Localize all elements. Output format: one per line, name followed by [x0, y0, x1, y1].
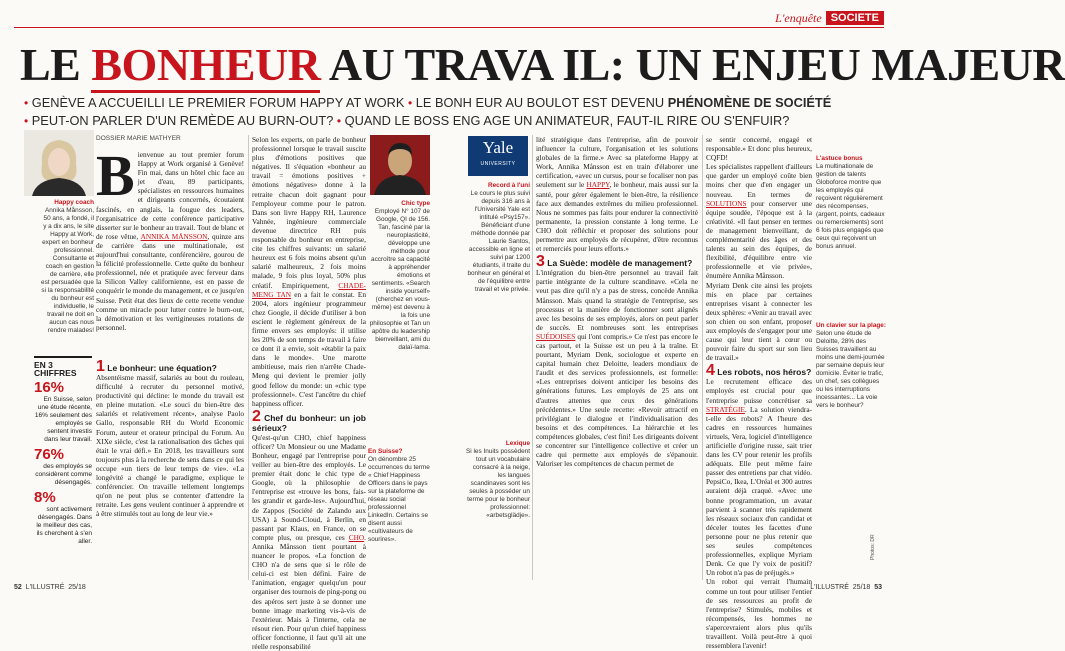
term-strategie: STRATÉGIE	[706, 404, 745, 414]
byline: DOSSIER MARIE MATHYER	[96, 135, 181, 142]
portrait-chade-meng-tan	[370, 135, 430, 195]
subtitle-2: LE BONH EUR AU BOULOT EST DEVENU	[415, 95, 668, 110]
stat-2-text: des employés se considèrent comme désengagés.	[35, 463, 92, 486]
photo-credit: Photos: DR	[870, 534, 876, 560]
caption-chic-type: Chic type Employé N° 107 de Google, QI de 156. Tan, fasciné par la neuroplasticité, développe une méthode pour accroître sa capacité à appréhender émotions et sentiments. «Search inside yourself» (cherchez en vous-même) est devenu à la fois une philosophie et Tan un apôtre du leadership bienveillant, ami du dalaï-lama.	[369, 200, 430, 351]
column-2: 1 Le bonheur: une équation? Absentéisme massif, salariés au bout du rouleau, difficulté à recruter du personnel motivé, productivité qui décline: le monde du travail est en pleine mutation. «Le souci du bien-être des salariés et relativement récent», analyse Paolo Gallo, responsable RH du World Economic Forum, auteur et orateur principal du Forum. Au XIXe siècle, c'est la rationalisation des tâches qui était le vrai défi.» En 2018, les travailleurs sont toujours plus à la recherche de sens dans ce qui les occupe «un tiers de leur temps de vie». «La longévité a changé le paradigme, explique le conférencier. On travaille tellement longtemps qu'on ne peut plus se contenter d'attendre la retraite. Les gens veulent continuer à apprendre et à être stimulés tout au long de leur vie.»	[96, 358, 244, 519]
stat-1-value: 16%	[34, 379, 65, 396]
term-solutions: SOLUTIONS	[706, 198, 747, 208]
column-rule	[248, 135, 249, 580]
section-kicker: L'enquête	[775, 10, 822, 25]
section-header	[775, 10, 884, 26]
stat-3-value: 8%	[34, 489, 56, 506]
page-number-right: 53	[874, 584, 882, 591]
stat-1-text: En Suisse, selon une étude récente, 16% seulement des employés se sentent investis dans leur travail.	[34, 396, 92, 443]
subtitle-3: PEUT-ON PARLER D'UN REMÈDE AU BURN-OUT?	[31, 113, 334, 128]
column-1: Bienvenue au tout premier forum Happy at Work organisé à Genève! Fin mai, dans un hôtel chic face au jet d'eau, 89 participants, spécialistes en ressources humaines et dirigeants concernés, écoutaient fascinés, en anglais, la fougue des leaders, l'organisatrice de cette conférence participative disserter sur le bonheur au travail. Tout de blanc et de rose vêtue, ANNIKA MÅNSSON, quinze ans de carrière dans une multinationale, est aujourd'hui consultante, conférencière, gourou de la félicité professionnelle. Cette quête du bonheur professionnel, née et pratiquée avec ferveur dans la Silicon Valley californienne, est en passe de conquérir le monde du management, et ce jusqu'en Suisse. Petit état des lieux de cette recette vendue comme un miracle pour lutter contre le burn-out, la démotivation et les vertigineuses rotations de personnel.	[96, 143, 245, 332]
subhead-2: 2 Chef du bonheur: un job sérieux?	[252, 407, 366, 433]
column-5: lité stratégique dans l'entreprise, afin de pouvoir influencer la culture, l'organisation et les solutions globales de la firme.» Avec sa plateforme Happy at Work, Annika Månsson est en train d'élaborer une certification, «avec un cursus, pour se focaliser non pas seulement sur le HAPPY, le bonheur, mais aussi sur la santé, pour gérer également le bien-être, la résilience face aux demandes extrêmes du milieu professionnel. Nous ne sommes pas faits pour endurer la connectivité permanente, la pression constante à long terme. Le CHO doit réfléchir et proposer des solutions pour permettre aux employés de récupérer, d'être reconnus et remerciés pour leurs efforts.» 3 La Suède: modèle de management? L'intégration du bien-être personnel au travail fait partie intégrante de la culture scandinave. «Cela ne veut pas dire qu'il n'y a pas de stress, concède Annika Månsson. Mais quand la stratégie de l'entreprise, ses processus et la manière de fonctionner sont alignés avec les besoins de ses employés, alors on peut parler de succès. Et nombreuses sont les entreprises SUÉDOISES qui l'ont compris.» Ce n'est pas encore le cas partout, et la Suisse est un peu à la traîne. Et pourtant, Myriam Denk, sociologue et experte en capital humain chez Deloitte, leaders mondiaux de l'audit et des services professionnels, est formelle: «Les entreprises doivent anticiper les besoins des générations futures. Les employés de 25 ans ont d'autres attentes que ceux des générations précédentes.» Une seule recette: «Revoir attractif en privilégiant le dialogue et l'individualisation des besoins et des compétences. La hiérarchie et les compétences globales, c'est fini! Les dirigeants doivent se concentrer sur l'intelligence collective et créer un cadre qui permette aux employés de s'épanouir. Valoriser les compétences de chacun permet de	[536, 135, 698, 469]
page-number-left: 52	[14, 584, 22, 591]
subtitle-block: • GENÈVE A ACCUEILLI LE PREMIER FORUM HAPPY AT WORK • LE BONH EUR AU BOULOT EST DEVENU PHÉNOMÈNE DE SOCIÉTÉ • PEUT-ON PARLER D'UN REMÈDE AU BURN-OUT? • QUAND LE BOSS ENG AGE UN ANIMATEUR, FAUT-IL RIRE OU S'ENFUIR?	[24, 95, 832, 128]
column-rule	[702, 135, 703, 580]
caption-clavier-plage: Un clavier sur la plage: Selon une étude de Deloitte, 28% des Suisses travaillent au moins une demi-journée par semaine depuis leur domicile. Éviter le trafic, un chef, ses collègues ou les interruptions incessantes... La voie vers le bonheur?	[816, 322, 886, 409]
footer-right: L'ILLUSTRÉ 25/18 53	[810, 584, 882, 591]
box-en-suisse: En Suisse? On dénombre 25 occurrences du terme « Chief Happiness Officers dans le pays sur la plateforme de réseau social professionnel LinkedIn. Certains se disent aussi «cultivateurs de sourires».	[368, 448, 430, 543]
term-cho: CHO	[348, 532, 365, 542]
caption-lexique: Lexique Si les Inuits possèdent tout un vocabulaire consacré à la neige, les langues scandinaves sont les seules à posséder un terme pour le bonheur professionnel: «arbetsglädje».	[466, 440, 530, 519]
subtitle-4: QUAND LE BOSS ENG AGE UN ANIMATEUR, FAUT-IL RIRE OU S'ENFUIR?	[344, 113, 790, 128]
subtitle-1: GENÈVE A ACCUEILLI LE PREMIER FORUM HAPPY AT WORK	[31, 95, 405, 110]
caption-record-uni: Record à l'uni Le cours le plus suivi depuis 316 ans à l'Université Yale est intitulé «Psy157». Bénéficiant d'une méthode donnée par Laurie Santos, accessible en ligne et suivi par 1200 étudiants, il traite du bonheur en général et de l'équilibre entre travail et vie privée.	[467, 182, 530, 293]
page-title: LE BONHEUR AU TRAVA IL: UN ENJEU MAJEUR	[20, 40, 886, 90]
name-chade-meng-tan: CHADE-MENG TAN	[252, 280, 366, 299]
term-happy: HAPPY	[586, 180, 610, 190]
yale-logo: Yale UNIVERSITY	[468, 136, 528, 176]
section-label: SOCIETE	[826, 11, 884, 25]
title-highlight: BONHEUR	[91, 39, 320, 93]
stats-title: EN 3 CHIFFRES	[34, 360, 77, 378]
footer-left: 52 L'ILLUSTRÉ 25/18	[14, 584, 86, 591]
stat-3-text: sont activement désengagés. Dans le meilleur des cas, ils cherchent à s'en aller.	[36, 506, 92, 545]
column-rule	[532, 135, 533, 580]
caption-astuce-bonus: L'astuce bonus La multinationale de gestion de talents Globoforce montre que les employés qui reçoivent régulièrement des récompenses, (argent, points, cadeaux ou remerciements) sont 6 fois plus engagés que ceux qui reçoivent un bonus annuel.	[816, 155, 885, 250]
term-suedoises: SUÉDOISES	[536, 331, 576, 341]
column-6: se sentir concerné, engagé et responsable.» Et donc plus heureux, CQFD! Les spécialistes rappellent d'ailleurs que garder un employé coûte bien moins cher que d'en engager un nouveau. En termes de SOLUTIONS pour conserver une équipe soudée, l'époque est à la créativité. «Il faut penser en termes de management bienveillant, de complémentarité des âges et des talents au sein des équipes, de flexibilité, d'équilibre entre vie professionnelle et vie privée», énumère Annika Månsson. Myriam Denk cite ainsi les projets mis en place par certaines entreprises visant à connecter les deux sphères: «Venir au travail avec son chien ou son enfant, proposer aux employés de s'engager pour une cause qui leur tient à cœur ou pouvoir faire du sport sur son lieu de travail.» 4 Les robots, nos héros? Le recrutement efficace des employés est crucial pour que l'entreprise puisse concrétiser sa STRATÉGIE. La solution viendra-t-elle des robots? A l'heure des cadres en ressources humaines virtuels, Vera, logiciel d'intelligence artificielle d'origine russe, sait trier dans les CV pour retenir les profils adéquats. Elle peut même faire passer des entretiens par chat vidéo. PepsiCo, Ikea, L'Oréal et 300 autres auraient déjà craqué. «Avec une bonne programmation, un avatar parvient à scanner très rapidement les réseaux sociaux d'un candidat et déceler toutes les facettes d'une personne pour ne plus retenir que ses seules compétences professionnelles, explique Myriam Denk. Ce que l'y voix de positif? Un robot n'a pas de préjugés.» Un robot qui verrait l'humain comme un tout pour utiliser l'entier de ses ressources au profit de l'entreprise? Stimulés, mobiles et récompensés, les hommes ne s'apercevraient alors plus qu'ils travaillent. Voilà peut-être à quoi ressemblera l'avenir!	[706, 135, 812, 651]
portrait-annika	[24, 130, 94, 196]
subhead-1: 1 Le bonheur: une équation?	[96, 358, 217, 375]
subhead-4: 4 Les robots, nos héros?	[706, 362, 812, 380]
header-rule	[14, 27, 884, 28]
name-annika: ANNIKA MÅNSSON	[140, 231, 208, 241]
drop-cap: B	[96, 143, 135, 208]
stats-box	[34, 356, 92, 582]
stat-2-value: 76%	[34, 446, 65, 463]
column-3: Selon les experts, on parle de bonheur professionnel lorsque le travail suscite plus d'émotions positives que négatives. Il s'équation «bonheur au travail = émotions positives + émotions négatives» donne à la retraite chacun doit gagnant pour l'employeur comme pour le patron. Dans son livre Happy RH, Laurence Vahnée, ingénieure commerciale devenue directrice RH puis responsable du bonheur en entreprise, cite les chiffres suivants: un salarié heureux est 6 fois moins absent qu'un salarié malheureux, 2 fois moins malade, 9 fois plus loyal, 50% plus créatif. Empiriquement, CHADE-MENG TAN en a fait le constat. En 2004, alors ingénieur programmeur chez Google, il décide d'utiliser à bon escient le règlement généreux de la firme envers ses employés: il utilise les 20% de son temps de travail à faire ce dont il a envie, soit «établir la paix dans le monde». Une marotte ambitieuse, mais rien n'arrête Chade-Meng qui devient le premier jolly good fellow du monde: un «chic type professionnel». C'est l'ancêtre du chief happiness officer. 2 Chef du bonheur: un job sérieux? Qu'est-qu'un CHO, chief happiness officer? Un Monsieur ou une Madame Bonheur, engagé par l'entreprise pour veiller au bien-être des employés. Le premier était donc le chic type de Google, où la philosophie de l'entreprise est «trouve les bons, fais-les grandir et garde-les». Aujourd'hui, de Zappos (Société de Zalando aux USA) à Sound-Cloud, à Berlin, en passant par Klaus, en France, on se compte plus, ou presque, ces CHO. Annika Månsson tient pourtant à nuancer le propos. «La fonction de CHO n'a de sens que si le rôle de celui-ci est bien défini. Faire de l'animation, engager quelqu'un pour organiser des tournois de ping-pong ou des apéros sert juste à se donner une bonne image marketing vis-à-vis de l'extérieur. Mais à l'interne, cela ne résout rien. Pour qu'un chief happiness officer fonctionne, il faut qu'il ait une réelle responsabilité	[252, 135, 366, 651]
subhead-3: 3 La Suède: modèle de management?	[536, 253, 693, 271]
caption-happy-coach: Happy coach Annika Månsson, 50 ans, a fondé, il y a dix ans, le site Happy at Work, expert en bonheur professionnel. Consultante et coach en gestion de carrière, elle est persuadée que si la responsabilité du bonheur est individuelle, le travail ne doit en aucun cas nous rendre malades!	[41, 199, 94, 334]
